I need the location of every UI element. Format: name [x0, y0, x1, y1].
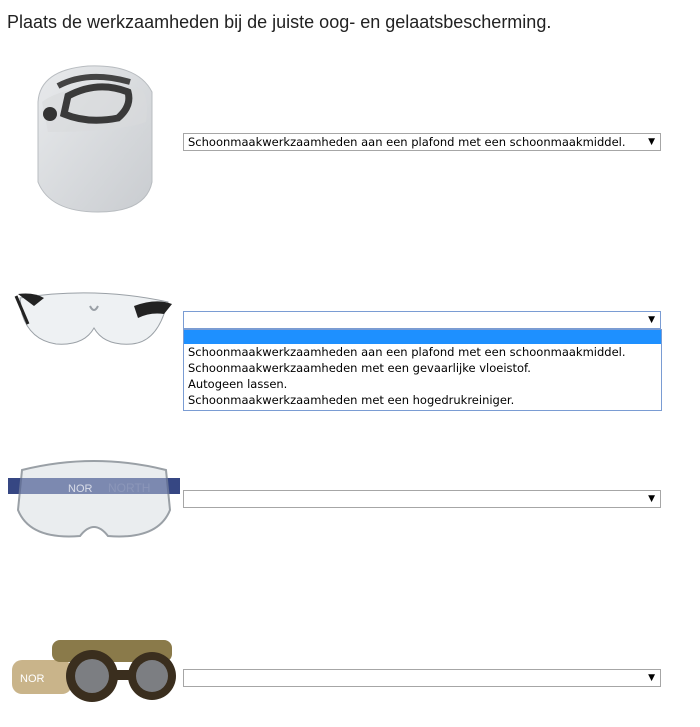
answer-select-3[interactable] — [183, 490, 661, 508]
option-autogeen-lassen[interactable]: Autogeen lassen. — [188, 377, 288, 391]
answer-select-2[interactable] — [183, 311, 661, 329]
svg-text:NOR: NOR — [68, 483, 93, 495]
face-shield-icon — [28, 62, 158, 214]
chevron-down-icon: ▼ — [648, 494, 655, 504]
option-hogedrukreiniger[interactable]: Schoonmaakwerkzaamheden met een hogedrukreiniger. — [188, 393, 515, 407]
question-title: Plaats de werkzaamheden bij de juiste oog- en gelaatsbescherming. — [7, 12, 552, 32]
safety-glasses-icon — [14, 284, 174, 354]
option-empty[interactable] — [184, 330, 661, 344]
goggles-icon — [8, 448, 180, 544]
answer-select-1-value: Schoonmaakwerkzaamheden aan een plafond met een schoonmaakmiddel. — [188, 135, 626, 149]
svg-text:NOR: NOR — [20, 673, 45, 685]
chevron-down-icon: ▼ — [648, 137, 655, 147]
answer-select-1[interactable] — [183, 133, 661, 151]
option-plafond[interactable]: Schoonmaakwerkzaamheden aan een plafond met een schoonmaakmiddel. — [188, 345, 626, 359]
chevron-down-icon: ▼ — [648, 673, 655, 683]
answer-select-4[interactable] — [183, 669, 661, 687]
welding-goggles-icon — [12, 632, 178, 710]
option-gevaarlijke-vloeistof[interactable]: Schoonmaakwerkzaamheden met een gevaarlijke vloeistof. — [188, 361, 531, 375]
answer-select-2-options[interactable] — [183, 329, 662, 411]
chevron-down-icon: ▼ — [648, 315, 655, 325]
